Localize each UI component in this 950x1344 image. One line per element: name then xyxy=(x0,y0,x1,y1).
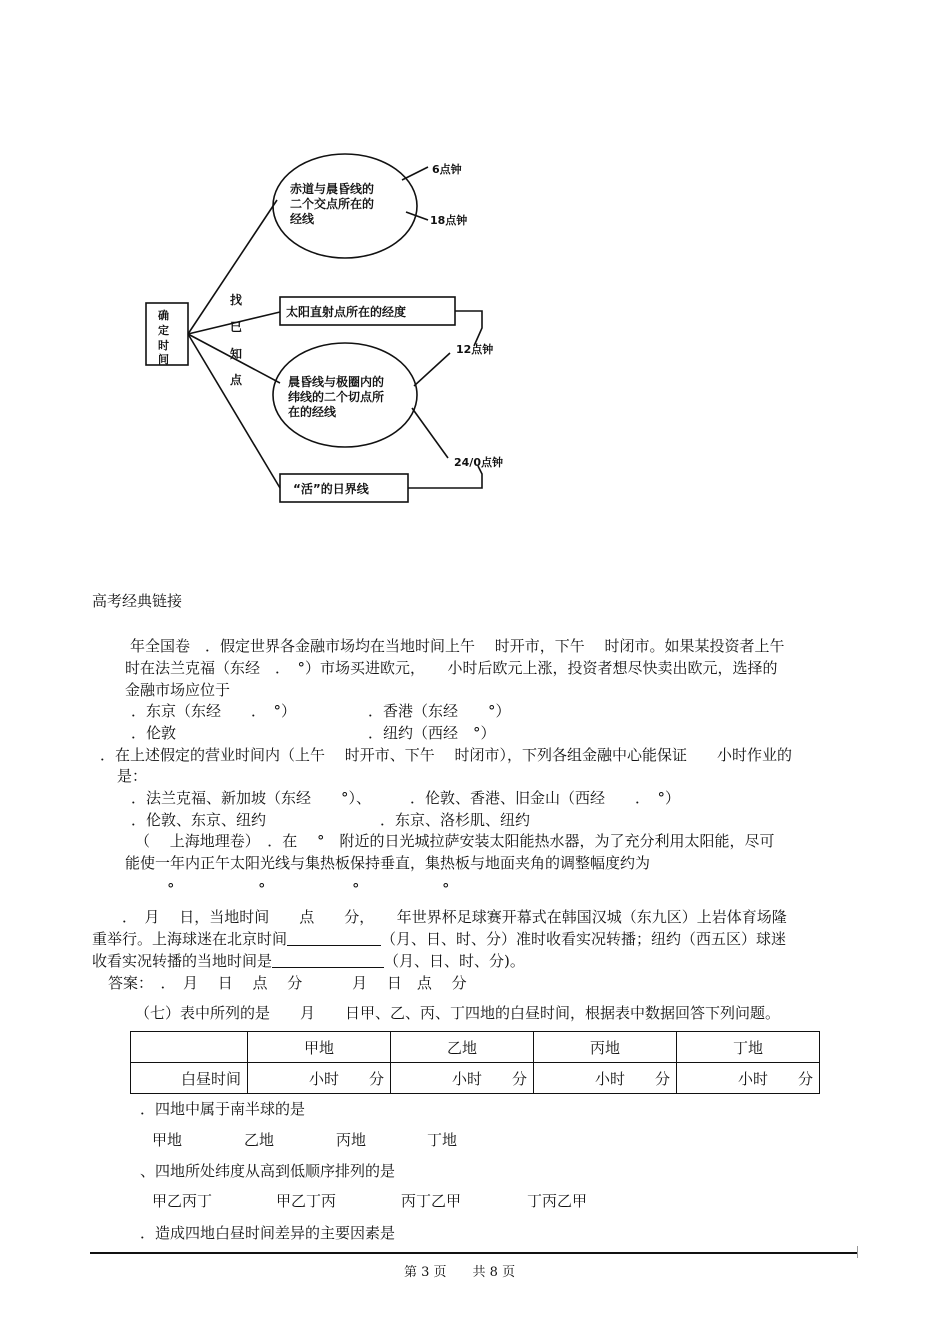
q7-sub3: ．造成四地白昼时间差异的主要因素是 xyxy=(140,1224,396,1242)
header-bing: 丙地 xyxy=(534,1032,677,1063)
center-box-char-3: 时 xyxy=(158,339,169,352)
circle2-line-1: 晨昏线与极圈内的 xyxy=(288,375,385,389)
footer-divider-tick xyxy=(857,1246,858,1258)
page-footer: 第 3 页 共 8 页 xyxy=(404,1265,516,1280)
circle1-line-2: 二个交点所在的 xyxy=(290,197,375,211)
q4-answer: 答案： ． 月 日 点 分 月 日 点 分 xyxy=(108,974,467,992)
q3-line-1: （ 上海地理卷） ．在 ° 附近的日光城拉萨安装太阳能热水器，为了充分利用太阳能，尽可 xyxy=(135,832,775,850)
cell-ding: 小时 分 xyxy=(677,1063,820,1094)
q1-option-c: ．伦敦 xyxy=(131,724,177,742)
q7-sub2-option-d: 丁丙乙甲 xyxy=(527,1192,588,1210)
section-title: 高考经典链接 xyxy=(92,592,183,610)
q7-sub1-option-a: 甲地 xyxy=(152,1131,183,1149)
q4-line-3 xyxy=(92,952,525,970)
q4-line-2-suffix: （月、日、时、分）准时收看实况转播；纽约（西五区）球迷 xyxy=(381,930,787,948)
table-row xyxy=(131,1063,820,1094)
header-jia: 甲地 xyxy=(248,1032,391,1063)
q4-line-1: ． 月 日，当地时间 点 分， 年世界杯足球赛开幕式在韩国汉城（东九区）上岩体育场隆 xyxy=(122,908,787,926)
circle2-line-3: 在的经线 xyxy=(288,405,337,419)
center-box-char-1: 确 xyxy=(158,309,169,322)
q1-line-2: 时在法兰克福（东经 ． °）市场买进欧元， 小时后欧元上涨，投资者想尽快卖出欧元，选择的 xyxy=(125,659,778,677)
q1-line-1: 年全国卷 ．假定世界各金融市场均在当地时间上午 时开市，下午 时闭市。如果某投资者上午 xyxy=(130,637,785,655)
q7-intro: （七）表中所列的是 月 日甲、乙、丙、丁四地的白昼时间，根据表中数据回答下列问题。 xyxy=(135,1004,781,1022)
q7-sub1-option-d: 丁地 xyxy=(427,1131,458,1149)
q1-option-d: ．纽约（西经 °） xyxy=(368,724,496,742)
cell-jia: 小时 分 xyxy=(248,1063,391,1094)
header-yi: 乙地 xyxy=(391,1032,534,1063)
newyork-time-blank[interactable] xyxy=(272,952,384,968)
table-corner-cell xyxy=(131,1032,248,1063)
find-label-char-2: 已 xyxy=(230,320,243,334)
row-label-daylight: 白昼时间 xyxy=(131,1063,248,1094)
box-dateline-label: “活”的日界线 xyxy=(293,482,369,496)
q2-option-c: ．伦敦、东京、纽约 xyxy=(131,811,267,829)
q3-option-d: ° xyxy=(442,880,450,898)
footer-divider xyxy=(90,1252,857,1254)
table-header-row xyxy=(131,1032,820,1063)
circle2-line-2: 纬线的二个切点所 xyxy=(288,390,385,404)
time-determination-diagram xyxy=(130,140,530,510)
q7-sub2: 、四地所处纬度从高到低顺序排列的是 xyxy=(140,1162,396,1180)
cell-yi: 小时 分 xyxy=(391,1063,534,1094)
q7-sub2-option-c: 丙丁乙甲 xyxy=(401,1192,462,1210)
q4-line-3-suffix: （月、日、时、分)。 xyxy=(384,952,525,970)
q2-line-2: 是： xyxy=(117,767,148,785)
q1-option-a: ．东京（东经 ． °） xyxy=(131,702,297,720)
q4-line-3-prefix: 收看实况转播的当地时间是 xyxy=(92,952,273,970)
q3-line-2: 能使一年内正午太阳光线与集热板保持垂直，集热板与地面夹角的调整幅度约为 xyxy=(125,854,651,872)
q4-line-2 xyxy=(92,930,786,948)
time-18: 18点钟 xyxy=(430,214,468,227)
q3-option-c: ° xyxy=(352,880,360,898)
q2-option-a: ．法兰克福、新加坡（东经 °）、 xyxy=(131,789,372,807)
q7-sub1-option-b: 乙地 xyxy=(244,1131,275,1149)
time-24: 24/0点钟 xyxy=(454,456,503,469)
box-sun-label: 太阳直射点所在的经度 xyxy=(286,305,407,319)
time-6: 6点钟 xyxy=(432,163,462,176)
q7-sub1: ．四地中属于南半球的是 xyxy=(140,1100,306,1118)
find-label-char-4: 点 xyxy=(230,373,243,387)
q1-line-3: 金融市场应位于 xyxy=(125,681,231,699)
daylight-table xyxy=(130,1031,820,1094)
q3-option-a: ° xyxy=(167,880,175,898)
q7-sub1-option-c: 丙地 xyxy=(336,1131,367,1149)
q4-line-2-prefix: 重举行。上海球迷在北京时间 xyxy=(92,930,288,948)
beijing-time-blank[interactable] xyxy=(287,930,381,946)
find-label-char-3: 知 xyxy=(230,347,243,361)
center-box-char-2: 定 xyxy=(158,324,169,337)
time-12: 12点钟 xyxy=(456,343,494,356)
header-ding: 丁地 xyxy=(677,1032,820,1063)
q2-option-d: ．东京、洛杉肌、纽约 xyxy=(380,811,531,829)
circle1-line-1: 赤道与晨昏线的 xyxy=(290,182,375,196)
circle1-line-3: 经线 xyxy=(290,212,315,226)
q2-option-b: ．伦敦、香港、旧金山（西经 ． °） xyxy=(410,789,681,807)
q7-sub2-option-a: 甲乙丙丁 xyxy=(152,1192,213,1210)
center-box-char-4: 间 xyxy=(158,353,169,366)
q3-option-b: ° xyxy=(258,880,266,898)
q7-sub2-option-b: 甲乙丁丙 xyxy=(276,1192,337,1210)
find-label-char-1: 找 xyxy=(230,293,243,307)
q2-line-1: ．在上述假定的营业时间内（上午 时开市、下午 时闭市），下列各组金融中心能保证 小时作业的 xyxy=(100,746,793,764)
cell-bing: 小时 分 xyxy=(534,1063,677,1094)
q1-option-b: ．香港（东经 °） xyxy=(368,702,511,720)
